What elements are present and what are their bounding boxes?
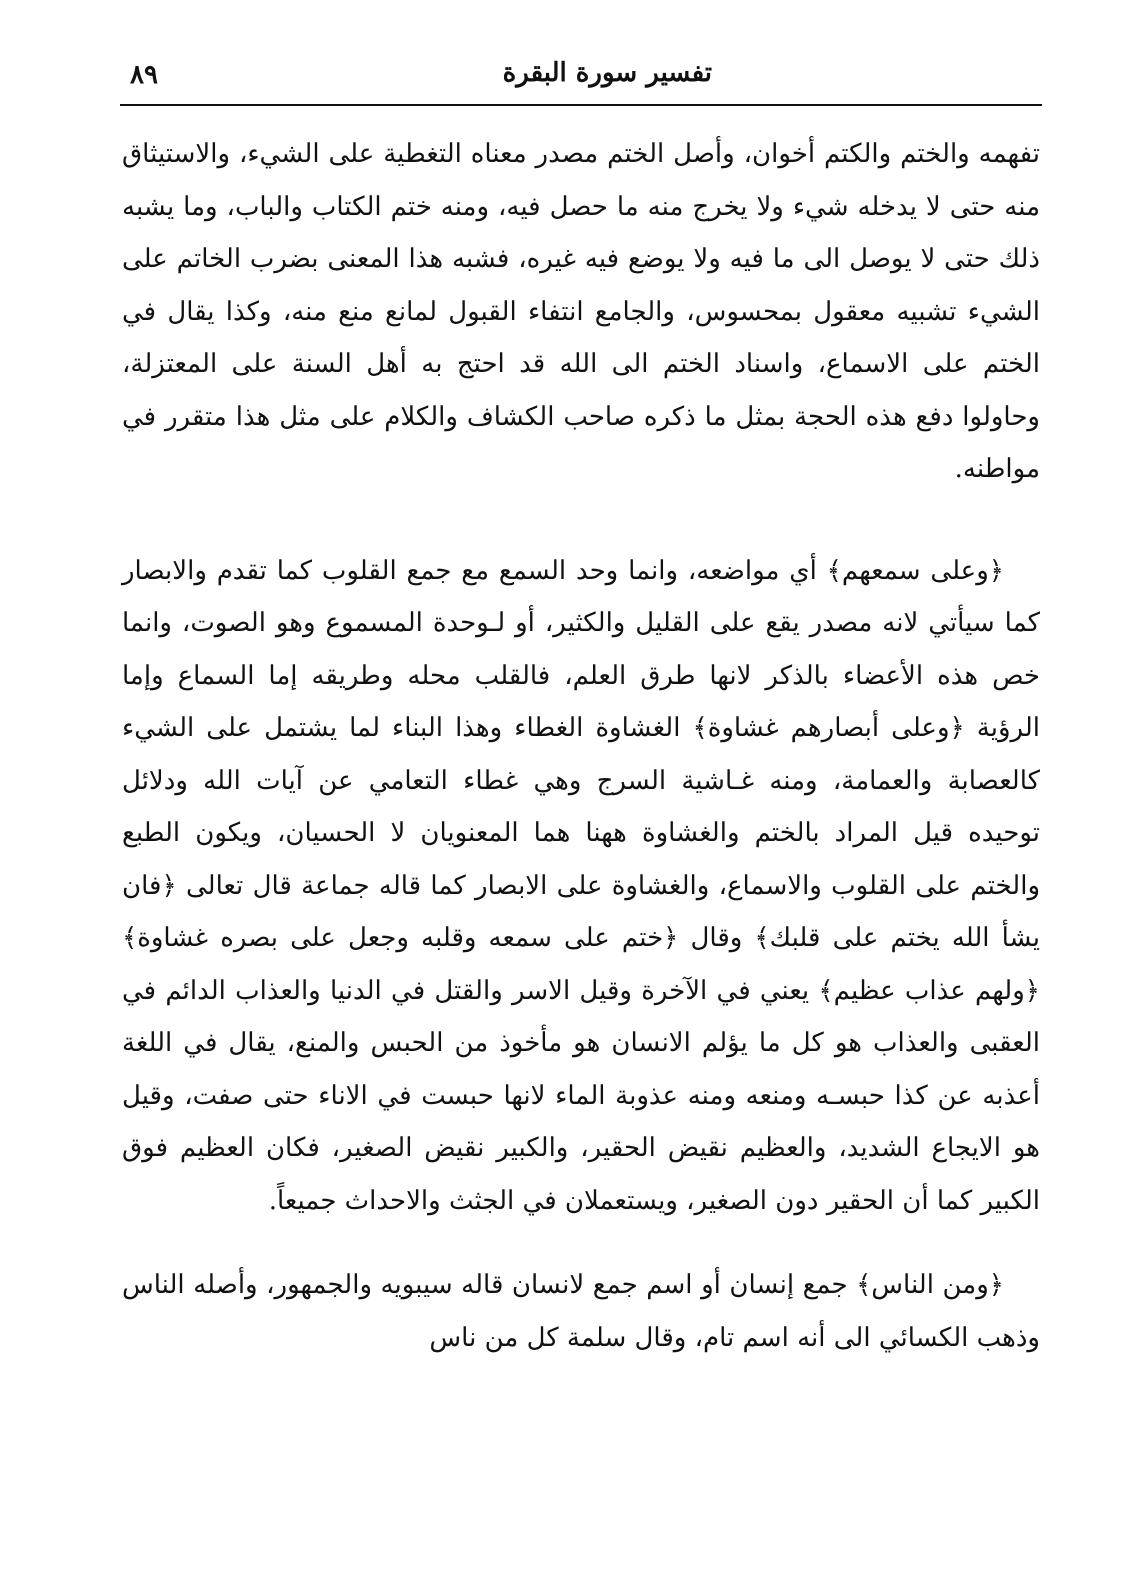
paragraph: ﴿ومن الناس﴾ جمع إنسان أو اسم جمع لانسان قاله سيبويه والجمهور، وأصله الناس وذهب الكسائي الى أنه اسم تام، وقال سلمة كل من ناس [122,1270,1040,1353]
page-number: ٨٩ [130,60,158,90]
paragraph: ﴿وعلى سمعهم﴾ أي مواضعه، وانما وحد السمع مع جمع القلوب كما تقدم والابصار كما سيأتي لانه مصدر يقع على القليل والكثير، أو لـوحدة المسموع وهو الصوت، وانما خص هذه الأعضاء بالذكر لانها طرق العلم، فالقلب محله وطريقه إما السماع وإما الرؤية ﴿وعلى أبصارهم غشاوة﴾ الغشاوة الغطاء وهذا البناء لما يشتمل على الشيء كالعصابة والعمامة، ومنه غـاشية السرج وهي غطاء التعامي عن آيات الله ودلائل توحيده قيل المراد بالختم والغشاوة ههنا هما المعنويان لا الحسيان، ويكون الطبع والختم على القلوب والاسماع، والغشاوة على الابصار كما قاله جماعة قال تعالى ﴿فان يشأ الله يختم على قلبك﴾ وقال ﴿ختم على سمعه وقلبه وجعل على بصره غشاوة﴾ ﴿ولهم عذاب عظيم﴾ يعني في الآخرة وقيل الاسر والقتل في الدنيا والعذاب الدائم في العقبى والعذاب هو كل ما يؤلم الانسان هو مأخوذ من الحبس والمنع، يقال في اللغة أعذبه عن كذا حبسـه ومنعه ومنه عذوبة الماء لانها حبست في الاناء حتى صفت، وقيل هو الايجاع الشديد، والعظيم نقيض الحقير، والكبير نقيض الصغير، فكان العظيم فوق الكبير كما أن الحقير دون الصغير، ويستعملان في الجثث والاحداث جميعاً. [122,555,1040,1216]
page-body [122,128,1040,1364]
page-header [120,52,1042,106]
running-title: تفسير سورة البقرة [502,58,712,88]
paragraph: تفهمه والختم والكتم أخوان، وأصل الختم مصدر معناه التغطية على الشيء، والاستيثاق منه حتى لا يدخله شيء ولا يخرج منه ما حصل فيه، ومنه ختم الكتاب والباب، وما يشبه ذلك حتى لا يوصل الى ما فيه ولا يوضع فيه غيره، فشبه هذا المعنى بضرب الخاتم على الشيء تشبيه معقول بمحسوس، والجامع انتفاء القبول لمانع منع منه، وكذا يقال في الختم على الاسماع، واسناد الختم الى الله قد احتج به أهل السنة على المعتزلة، وحاولوا دفع هذه الحجة بمثل ما ذكره صاحب الكشاف والكلام على مثل هذا متقرر في مواطنه. [122,139,1040,484]
